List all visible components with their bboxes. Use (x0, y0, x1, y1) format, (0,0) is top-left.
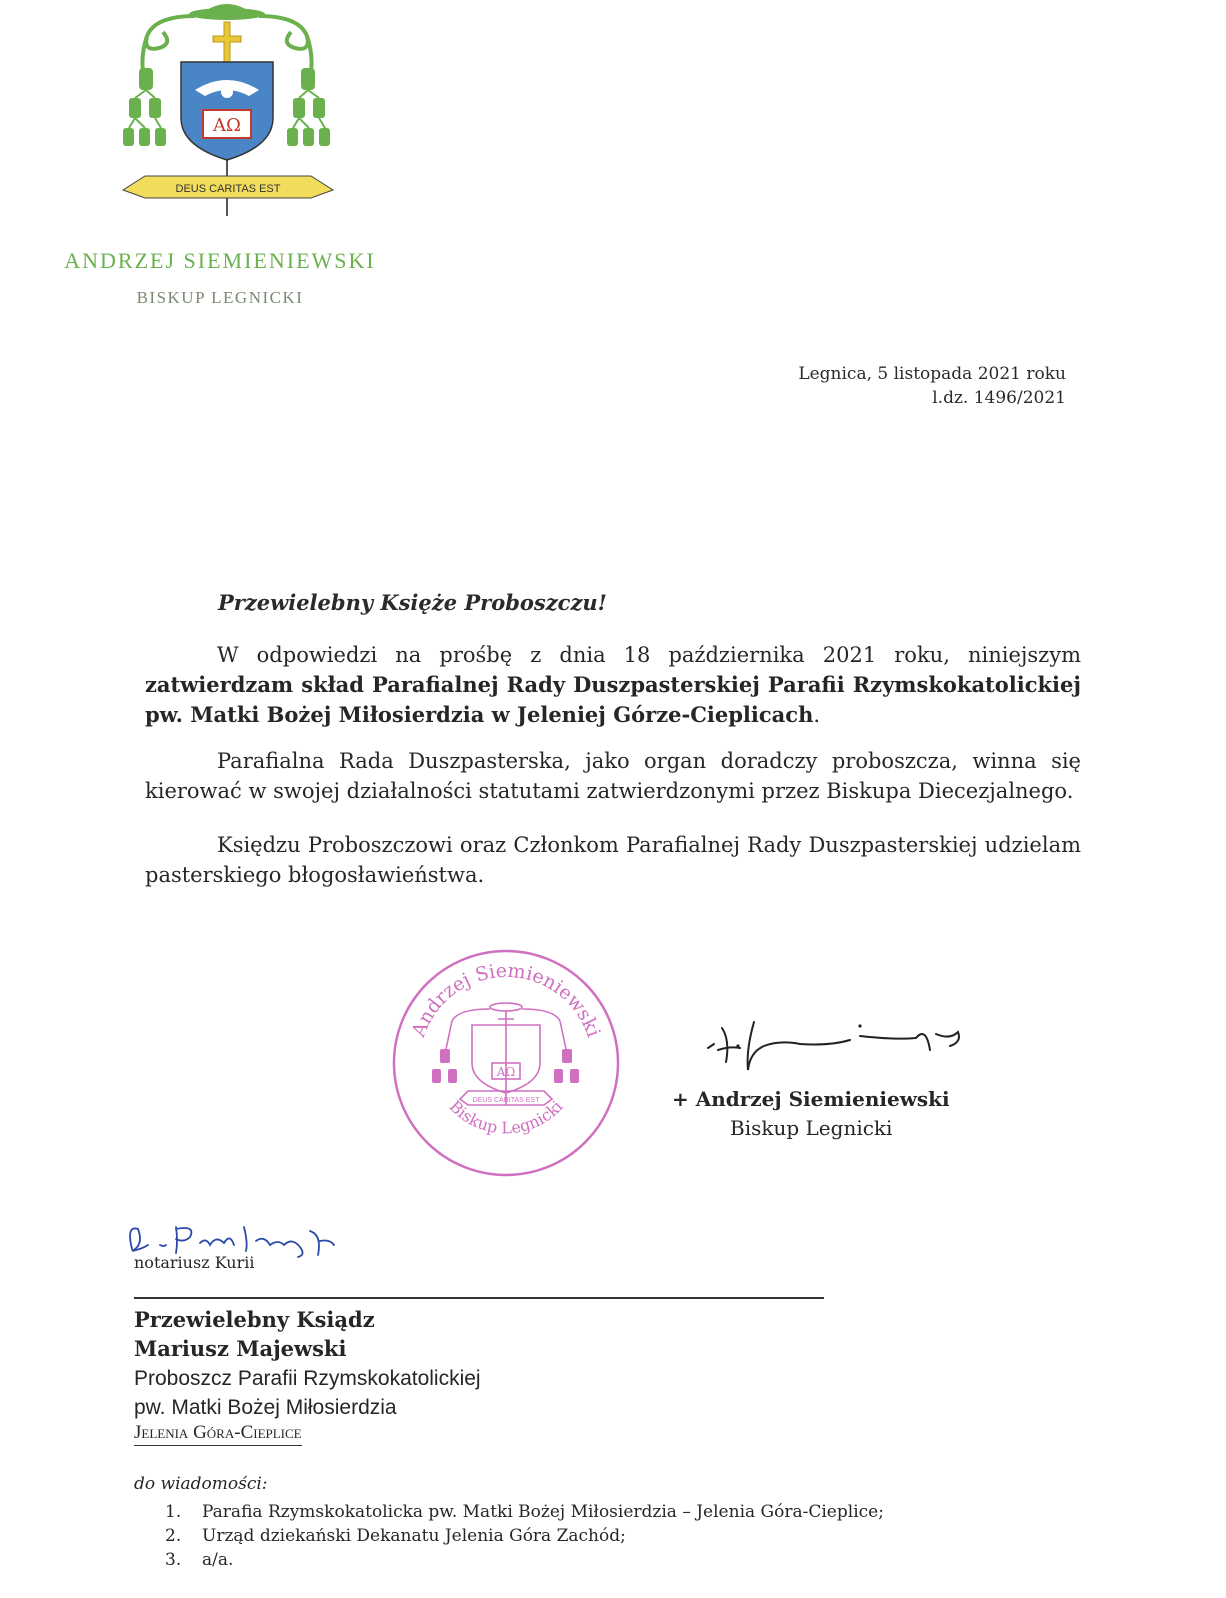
motto-text: DEUS CARITAS EST (175, 183, 281, 195)
cc-item-number: 2. (165, 1526, 182, 1546)
seal-alpha-omega-text: AΩ (496, 1065, 516, 1079)
place-date: Legnica, 5 listopada 2021 roku (798, 364, 1066, 384)
cc-list (165, 1500, 884, 1572)
paragraph-2: Parafialna Rada Duszpasterska, jako organ doradczy proboszcza, winna się kierować w swojej działalności statutami zatwierdzonymi przez Biskupa Diecezjalnego. (145, 749, 1081, 803)
addressee-line-3: Proboszcz Parafii Rzymskokatolickiej (134, 1367, 481, 1390)
paragraph-1-lead: W odpowiedzi na prośbę z dnia 18 października 2021 roku, niniejszym (217, 643, 1081, 667)
divider-line (134, 1297, 824, 1299)
letterhead-name: ANDRZEJ SIEMIENIEWSKI (64, 248, 376, 273)
seal-motto-text: DEUS CARITAS EST (472, 1097, 540, 1104)
cc-item-number: 3. (165, 1550, 182, 1570)
paragraph-1-bold: zatwierdzam skład Parafialnej Rady Duszpasterskiej Parafii Rzymskokatolickiej pw. Matki Bożej Miłosierdzia w Jeleniej Górze-Cieplicach (145, 672, 1081, 727)
paragraph-1-end: . (813, 703, 821, 727)
notary-label: notariusz Kurii (134, 1253, 255, 1272)
letterhead-title: BISKUP LEGNICKI (136, 288, 304, 307)
cc-heading: do wiadomości: (134, 1474, 268, 1494)
addressee-line-5: Jelenia Góra-Cieplice (134, 1422, 302, 1446)
reference-number: l.dz. 1496/2021 (932, 388, 1066, 408)
seal-ring-bottom-text: Biskup Legnicki (445, 1096, 567, 1138)
cc-item-text: Parafia Rzymskokatolicka pw. Matki Bożej Miłosierdzia – Jelenia Góra-Cieplice; (202, 1502, 884, 1522)
seal-ring-top-text: Andrzej Siemieniewski (407, 959, 605, 1040)
cc-item-text: Urząd dziekański Dekanatu Jelenia Góra Zachód; (202, 1526, 626, 1546)
paragraph-3: Księdzu Proboszczowi oraz Członkom Parafialnej Rady Duszpasterskiej udzielam pasterskiego błogosławieństwa. (145, 833, 1081, 887)
salutation: Przewielebny Księże Proboszczu! (218, 590, 607, 615)
cc-list-item (165, 1548, 884, 1572)
addressee-line-2: Mariusz Majewski (134, 1336, 347, 1361)
cc-list-item (165, 1524, 884, 1548)
paragraph-1 (145, 640, 1081, 730)
bishop-signature (700, 1010, 980, 1080)
signatory-role: Biskup Legnicki (730, 1116, 893, 1140)
cc-item-text: a/a. (202, 1550, 234, 1570)
signatory-name: + Andrzej Siemieniewski (672, 1087, 950, 1111)
alpha-omega-text: AΩ (213, 115, 241, 136)
place-date-block (798, 362, 1066, 410)
cc-list-item (165, 1500, 884, 1524)
official-seal-stamp (388, 945, 624, 1181)
addressee-line-1: Przewielebny Ksiądz (134, 1307, 375, 1332)
coat-of-arms-logo (115, 0, 340, 225)
cc-item-number: 1. (165, 1502, 182, 1522)
addressee-line-4: pw. Matki Bożej Miłosierdzia (134, 1396, 397, 1419)
